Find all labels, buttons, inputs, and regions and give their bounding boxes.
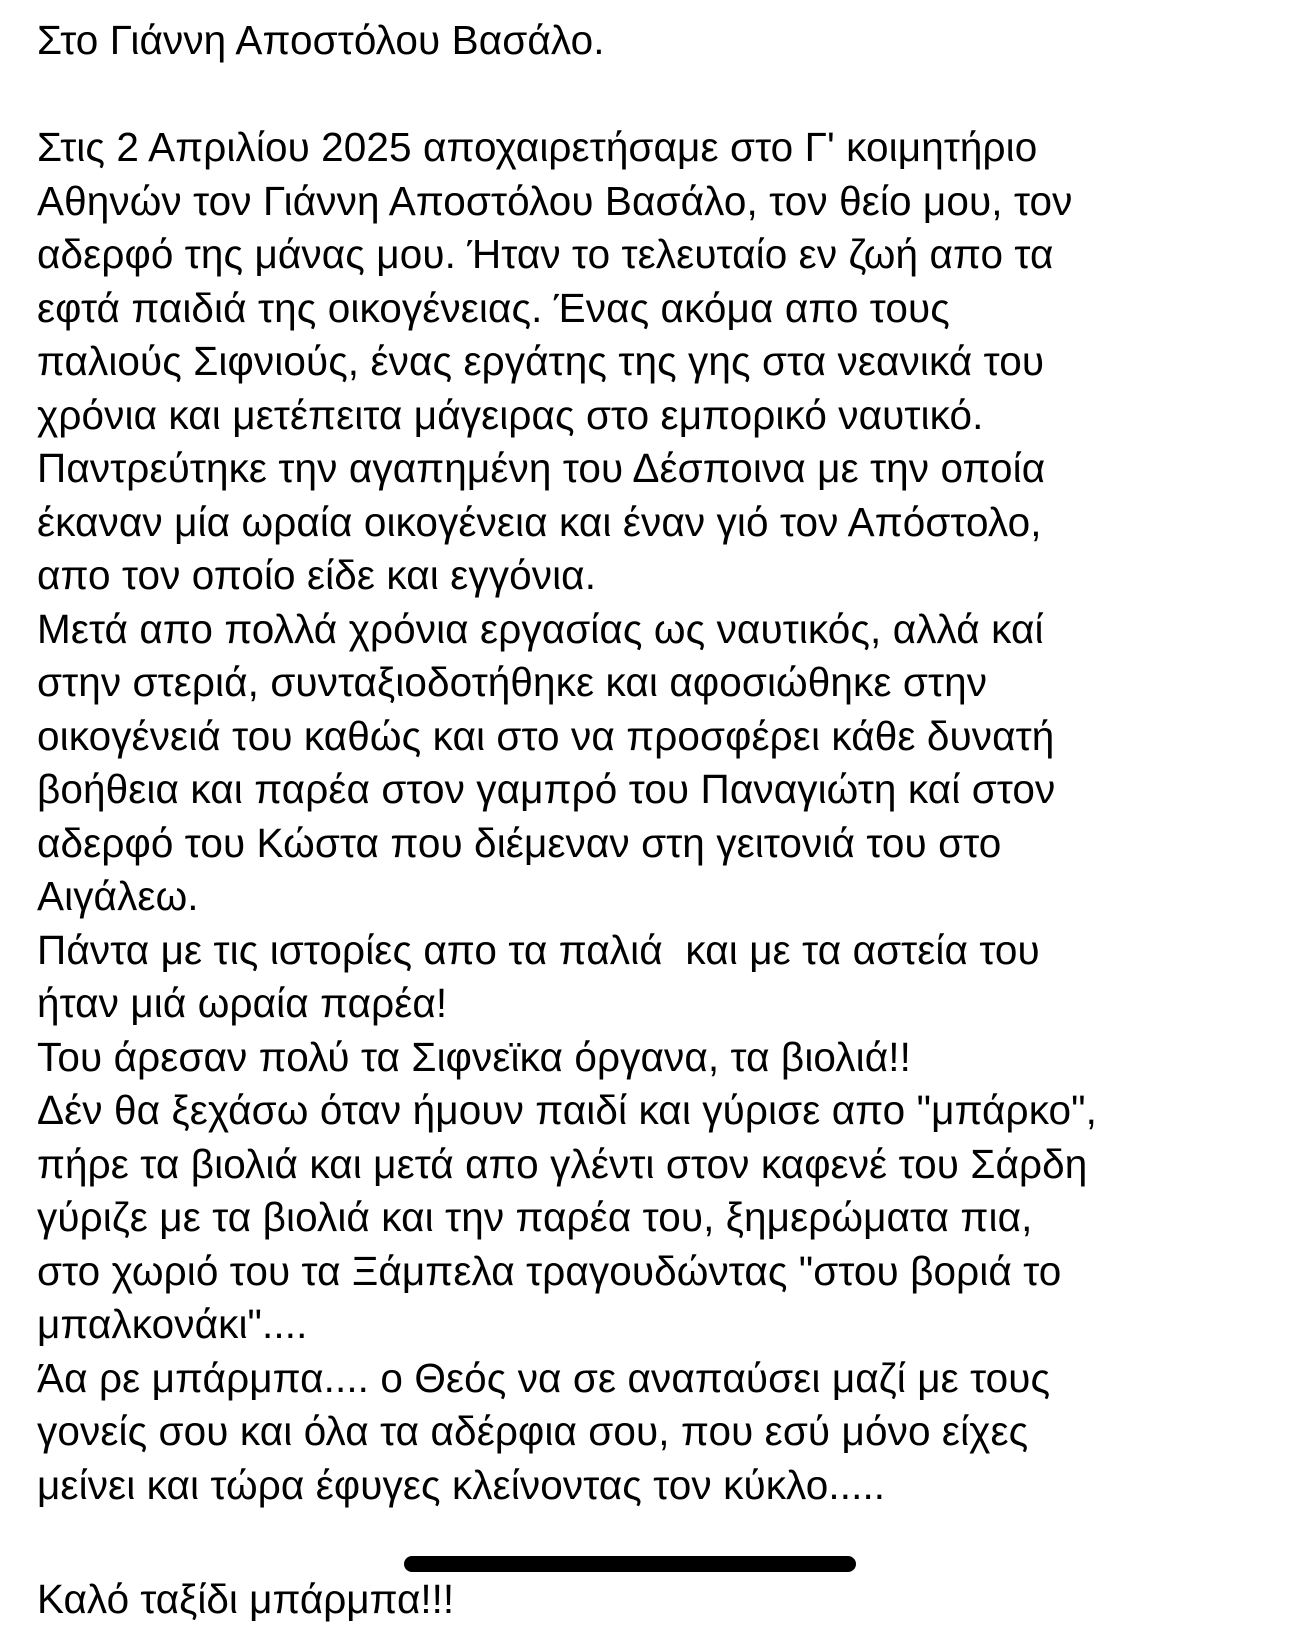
note-line: στην στεριά, συνταξιοδοτήθηκε και αφοσιώθηκε στην	[37, 659, 988, 705]
note-line: Πάντα με τις ιστορίες απο τα παλιά και με τα αστεία του	[37, 926, 1040, 973]
note-line: Παντρεύτηκε την αγαπημένη του Δέσποινα με την οποία	[37, 445, 1046, 491]
note-line: παλιούς Σιφνιούς, ένας εργάτης της γης στα νεανικά του	[37, 338, 1045, 384]
note-line: έκαναν μία ωραία οικογένεια και έναν γιό τον Απόστολο,	[37, 498, 1042, 545]
note-line: Δέν θα ξεχάσω όταν ήμουν παιδί και γύρισε απο "μπάρκο",	[37, 1087, 1098, 1133]
note-line: πήρε τα βιολιά και μετά απο γλέντι στον καφενέ του Σάρδη	[37, 1140, 1088, 1187]
note-line: οικογένειά του καθώς και στο να προσφέρει κάθε δυνατή	[37, 712, 1055, 759]
note-line: Του άρεσαν πολύ τα Σιφνεϊκα όργανα, τα βιολιά!!	[37, 1033, 911, 1080]
home-indicator[interactable]	[404, 1556, 856, 1572]
note-line: Στις 2 Απριλίου 2025 αποχαιρετήσαμε στο Γ' κοιμητήριο	[37, 124, 1038, 170]
note-line: μείνει και τώρα έφυγες κλείνοντας τον κύκλο.....	[37, 1461, 886, 1508]
note-title: Στο Γιάννη Αποστόλου Βασάλο.	[37, 17, 605, 63]
note-line: στο χωριό του τα Ξάμπελα τραγουδώντας "στου βοριά το	[37, 1247, 1062, 1294]
note-line: Άα ρε μπάρμπα.... ο Θεός να σε αναπαύσει μαζί με τους	[37, 1354, 1051, 1401]
note-line: απο τον οποίο είδε και εγγόνια.	[37, 552, 597, 598]
note-line: ήταν μιά ωραία παρέα!	[37, 980, 448, 1026]
note-line: γονείς σου και όλα τα αδέρφια σου, που εσύ μόνο είχες	[37, 1408, 1029, 1454]
note-line: βοήθεια και παρέα στον γαμπρό του Παναγιώτη καί στον	[37, 766, 1056, 812]
note-body[interactable]	[37, 14, 1267, 1512]
note-line: γύριζε με τα βιολιά και την παρέα του, ξημερώματα πια,	[37, 1194, 1033, 1240]
note-line: αδερφό του Κώστα που διέμεναν στη γειτονιά του στο	[37, 819, 1002, 866]
note-line: εφτά παιδιά της οικογένειας. Ένας ακόμα απο τους	[37, 284, 950, 331]
blank-line	[37, 68, 1267, 122]
note-line: αδερφό της μάνας μου. Ήταν το τελευταίο εν ζωή απο τα	[37, 231, 1054, 277]
note-line: Αιγάλεω.	[37, 873, 199, 919]
note-closing-line: Καλό ταξίδι μπάρμπα!!!	[37, 1576, 455, 1622]
note-line: χρόνια και μετέπειτα μάγειρας στο εμπορικό ναυτικό.	[37, 391, 984, 438]
note-line: μπαλκονάκι"....	[37, 1301, 308, 1347]
note-line: Αθηνών τον Γιάννη Αποστόλου Βασάλο, τον θείο μου, τον	[37, 177, 1073, 224]
note-line: Μετά απο πολλά χρόνια εργασίας ως ναυτικός, αλλά καί	[37, 605, 1044, 652]
